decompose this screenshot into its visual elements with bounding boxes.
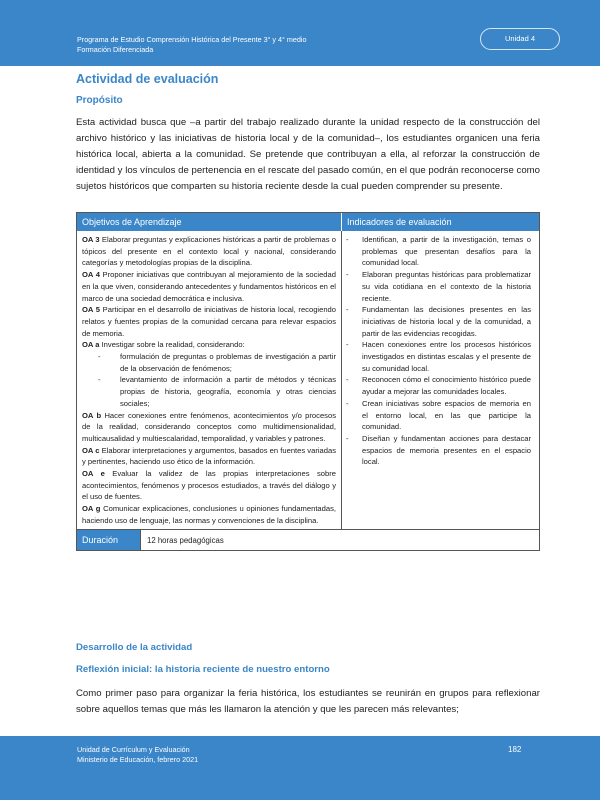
program-line1: Programa de Estudio Comprensión Histórica del Presente 3° y 4° medio	[77, 35, 307, 44]
section-heading: Desarrollo de la actividad	[76, 642, 193, 653]
objective-item: OA 4 Proponer iniciativas que contribuyan al mejoramiento de la sociedad en la que viven, considerando antecedentes y fundamentos históricos en el marco de una sociedad democrática e inclusiva.	[82, 270, 336, 303]
purpose-paragraph: Esta actividad busca que –a partir del trabajo realizado durante la unidad respecto de la construcción del archivo histórico y las iniciativas de historia local y de la comunidad–, los estudiantes organicen una feria histórica local, abierta a la comunidad. Se pretende que contribuyan a ella, al reforzar la construcción de identidad y los vínculos de pertenencia en el rescate del pasado común, en el que podrán reconocerse como sujetos históricos que comparten su historia reciente desde la cual pueden comprender su presente.	[76, 117, 540, 192]
indicator-item: - Identifican, a partir de la investigación, temas o problemas que presentan desafíos para la comunidad local.	[346, 235, 531, 268]
program-title	[77, 35, 306, 54]
table-header	[77, 213, 539, 231]
objective-item: OA e Evaluar la validez de las propias interpretaciones sobre acontecimientos, fenómenos y procesos estudiados, a través del diálogo y el uso de fuentes.	[82, 469, 336, 502]
footer-line2: Ministerio de Educación, febrero 2021	[77, 754, 199, 764]
page-number: 182	[508, 745, 522, 754]
objectives-cell	[77, 231, 342, 529]
objective-item: OA b Hacer conexiones entre fenómenos, acontecimientos y/o procesos de la realidad, considerando conceptos como multidimensionalidad, multicausalidad y multiescalaridad, temporalidad, y variables y patrones.	[82, 410, 336, 443]
duration-label: Duración	[77, 530, 141, 550]
indicator-item: - Hacen conexiones entre los procesos históricos investigados en distintas escalas y el presente de su comunidad local.	[346, 340, 531, 373]
indicator-item: - Crean iniciativas sobre espacios de memoria en el entorno local, en las que participe la comunidad.	[346, 398, 531, 432]
objectives-header: Objetivos de Aprendizaje	[77, 213, 342, 231]
page-title: Actividad de evaluación	[76, 72, 219, 86]
indicator-item: - Elaboran preguntas históricas para problematizar su vida cotidiana en el contexto de la historia reciente.	[346, 270, 531, 303]
table-body	[77, 231, 539, 529]
objective-item: OA 3 Elaborar preguntas y explicaciones históricas a partir de problemas o tópicos del presente en el contexto local y nacional, considerando categorías y metodologías propias de la disciplina.	[82, 235, 336, 268]
duration-row	[77, 529, 539, 550]
indicator-item: - Reconocen cómo el conocimiento histórico puede ayudar a mejorar las comunidades locales.	[346, 375, 531, 397]
subsection-heading: Reflexión inicial: la historia reciente de nuestro entorno	[76, 664, 330, 675]
objective-item: OA 5 Participar en el desarrollo de iniciativas de historia local, recogiendo relatos y fuentes propias de la comunidad cercana para relevar espacios de memoria.	[82, 305, 336, 338]
footer-line1: Unidad de Currículum y Evaluación	[77, 745, 190, 754]
objective-item: OA g Comunicar explicaciones, conclusiones u opiniones fundamentadas, haciendo uso de lenguaje, las normas y convenciones de la disciplina.	[82, 504, 337, 525]
indicator-item: - Diseñan y fundamentan acciones para destacar espacios de memoria presentes en el espacio local.	[346, 433, 531, 467]
indicators-cell	[342, 231, 539, 529]
objective-subitem: - formulación de preguntas o problemas de investigación a partir de la observación de fenómenos;	[98, 352, 336, 373]
objective-item: OA a Investigar sobre la realidad, considerando:	[82, 340, 245, 350]
body-paragraph: Como primer paso para organizar la feria histórica, los estudiantes se reunirán en grupos para reflexionar sobre aquellos temas que más les llamaron la atención y que les parecen más relevantes;	[76, 688, 540, 715]
purpose-heading: Propósito	[76, 95, 123, 106]
page-footer	[0, 736, 600, 800]
objective-subitem: - levantamiento de información a partir de métodos y técnicas propias de historia, geografía, economía y otras ciencias sociales;	[98, 375, 336, 408]
program-line2: Formación Diferenciada	[77, 44, 154, 54]
indicators-header: Indicadores de evaluación	[347, 217, 452, 227]
page-header	[0, 0, 600, 66]
footer-credits	[77, 745, 198, 764]
objectives-table	[76, 212, 540, 551]
objective-item: OA c Elaborar interpretaciones y argumentos, basados en fuentes variadas y pertinentes, haciendo uso ético de la información.	[82, 445, 336, 467]
indicator-item: - Fundamentan las decisiones presentes en las iniciativas de historia local y de la comunidad, a partir de las evidencias recogidas.	[346, 305, 531, 338]
unit-badge: Unidad 4	[480, 28, 560, 50]
duration-value: 12 horas pedagógicas	[147, 535, 224, 545]
